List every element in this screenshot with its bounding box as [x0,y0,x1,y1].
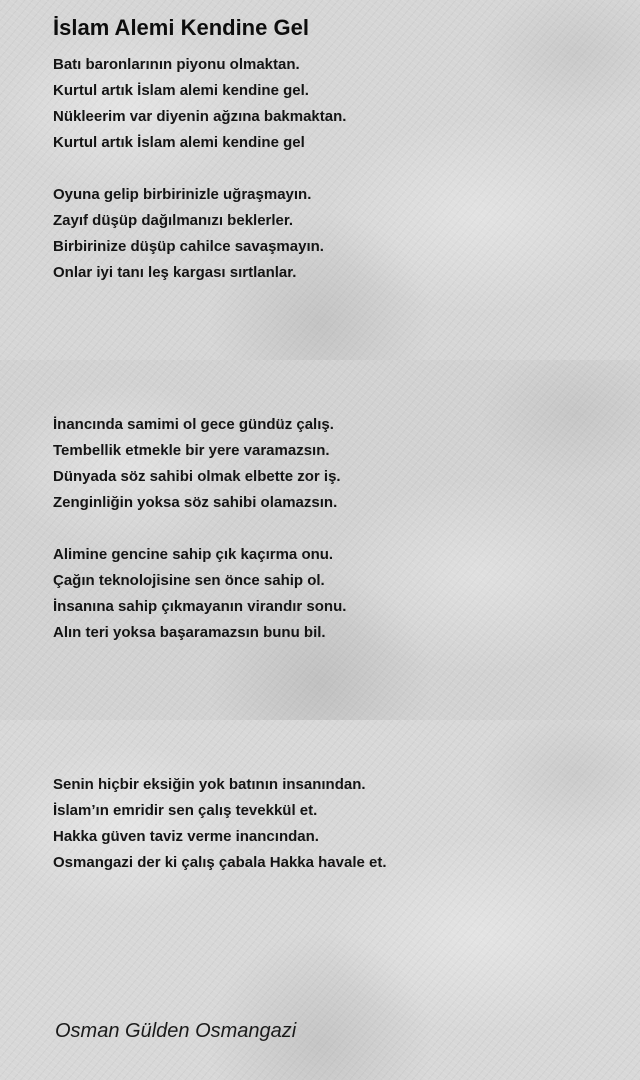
stanza-1 [53,52,346,156]
poem-line: İslam’ın emridir sen çalış tevekkül et. [53,802,318,819]
stanza-4 [53,542,346,646]
poem-line: Kurtul artık İslam alemi kendine gel [53,134,305,151]
poem-line: İnsanına sahip çıkmayanın virandır sonu. [53,598,347,615]
poem-line: Dünyada söz sahibi olmak elbette zor iş. [53,468,341,485]
poem-panel-3 [0,720,640,1080]
poem-title: İslam Alemi Kendine Gel [53,15,309,40]
poem-line: Tembellik etmekle bir yere varamazsın. [53,442,330,459]
poem-line: Hakka güven taviz verme inancından. [53,828,319,845]
poem-author: Osman Gülden Osmangazi [55,1020,297,1042]
poem-line: Alın teri yoksa başaramazsın bunu bil. [53,624,326,641]
poem-panel-2 [0,360,640,720]
poem-line: Birbirinize düşüp cahilce savaşmayın. [53,238,324,255]
poem-line: Çağın teknolojisine sen önce sahip ol. [53,572,325,589]
poem-line: Senin hiçbir eksiğin yok batının insanından. [53,776,366,793]
poem-line: Zenginliğin yoksa söz sahibi olamazsın. [53,494,338,511]
stanza-5 [53,772,387,876]
stanza-2 [53,182,324,286]
poem-line: Onlar iyi tanı leş kargası sırtlanlar. [53,264,297,281]
poem-line: İnancında samimi ol gece gündüz çalış. [53,416,334,433]
poem-line: Nükleerim var diyenin ağzına bakmaktan. [53,108,347,125]
poem-line: Oyuna gelip birbirinizle uğraşmayın. [53,186,312,203]
poem-line: Alimine gencine sahip çık kaçırma onu. [53,546,334,563]
poem-line: Batı baronlarının piyonu olmaktan. [53,56,300,73]
poem-panel-1 [0,0,640,360]
poem-line: Zayıf düşüp dağılmanızı beklerler. [53,212,294,229]
stanza-3 [53,412,341,516]
poem-line: Kurtul artık İslam alemi kendine gel. [53,82,309,99]
poem-line: Osmangazi der ki çalış çabala Hakka havale et. [53,854,387,871]
